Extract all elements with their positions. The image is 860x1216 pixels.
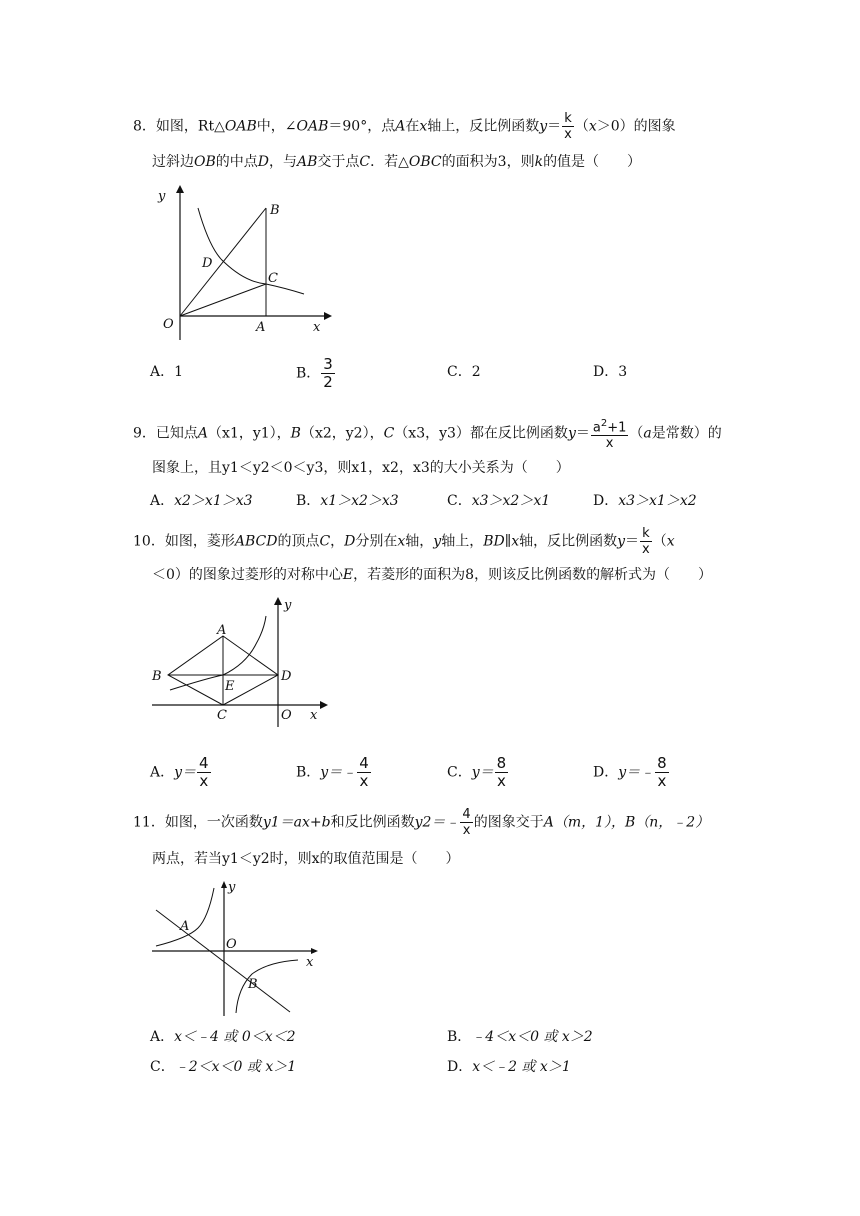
- q8-option-c[interactable]: C．2: [447, 364, 481, 380]
- q8-label-D: D: [202, 256, 213, 271]
- q10-label-D: D: [281, 669, 292, 684]
- q11-option-d[interactable]: D．x＜﹣2 或 x＞1: [447, 1059, 571, 1075]
- q10-fraction: $\frac{k}{x}$: [642, 526, 650, 557]
- q8-number: 8．: [133, 118, 156, 135]
- q8-label-y: y: [158, 189, 166, 204]
- q11-line2: 两点，若当y1＜y2时，则x的取值范围是（ ）: [152, 851, 460, 867]
- q10-option-c[interactable]: C．y＝ $\frac{8}{x}$: [447, 754, 507, 790]
- q10-option-a[interactable]: A．y＝ $\frac{4}{x}$: [150, 754, 209, 790]
- q9-option-d[interactable]: D．x3＞x1＞x2: [593, 493, 697, 509]
- q8-figure: [150, 180, 340, 345]
- q10-label-C: C: [217, 708, 227, 723]
- q11-option-c[interactable]: C．﹣2＜x＜0 或 x＞1: [150, 1059, 297, 1075]
- q10-figure: [148, 592, 338, 732]
- q8-label-A: A: [256, 320, 266, 335]
- q8-option-b[interactable]: B． $\frac{3}{2}$: [296, 355, 333, 391]
- q10-label-O: O: [281, 708, 292, 723]
- q8-label-C: C: [268, 271, 278, 286]
- q11-label-x: x: [306, 955, 314, 970]
- q8-label-B: B: [270, 203, 280, 218]
- q10-label-E: E: [225, 679, 235, 694]
- q11-line1: 11．如图，一次函数y1＝ax+b和反比例函数y2＝﹣ $\frac{4}{x}$ 的图象交于A（m，1），B（n，﹣2）: [133, 807, 710, 838]
- q10-line2: ＜0）的图象过菱形的对称中心E，若菱形的面积为8，则该反比例函数的解析式为（ ）: [152, 567, 713, 583]
- q9-option-c[interactable]: C．x3＞x2＞x1: [447, 493, 551, 509]
- q9-line1: 9．已知点A（x1，y1），B（x2，y2），C（x3，y3）都在反比例函数y＝ $\frac{a^2+1}{x}$ （a是常数）的: [133, 418, 722, 452]
- q8-line1: 8．如图，Rt△OAB中，∠OAB＝90°，点A在x轴上，反比例函数y＝ $\frac{k}{x}$ （x＞0）的图象: [133, 111, 676, 142]
- q10-label-y: y: [284, 598, 292, 613]
- q11-label-A: A: [180, 919, 190, 934]
- q10-label-x: x: [310, 708, 318, 723]
- q8-label-x: x: [313, 320, 321, 335]
- q9-line2: 图象上，且y1＜y2＜0＜y3，则x1，x2，x3的大小关系为（ ）: [152, 460, 570, 476]
- q11-option-a[interactable]: A．x＜﹣4 或 0＜x＜2: [150, 1029, 296, 1045]
- q11-option-b[interactable]: B．﹣4＜x＜0 或 x＞2: [447, 1029, 593, 1045]
- q10-label-B: B: [152, 669, 162, 684]
- q9-fraction: $\frac{a^2+1}{x}$: [592, 418, 627, 452]
- q8-label-O: O: [163, 317, 174, 332]
- q11-label-B: B: [248, 977, 258, 992]
- q10-line1: 10．如图，菱形ABCD的顶点C，D分别在x轴，y轴上，BD∥x轴，反比例函数y＝ $\frac{k}{x}$ （x: [133, 526, 675, 557]
- q8-fraction: $\frac{k}{x}$: [564, 111, 572, 142]
- q10-option-d[interactable]: D．y＝﹣ $\frac{8}{x}$: [593, 754, 667, 790]
- q8-option-d[interactable]: D．3: [593, 364, 628, 380]
- q10-option-b[interactable]: B．y＝﹣ $\frac{4}{x}$: [296, 754, 369, 790]
- q9-option-b[interactable]: B．x1＞x2＞x3: [296, 493, 399, 509]
- q8-option-a[interactable]: A．1: [150, 364, 184, 380]
- q9-option-a[interactable]: A．x2＞x1＞x3: [150, 493, 253, 509]
- q11-label-O: O: [226, 937, 237, 952]
- q11-label-y: y: [228, 880, 236, 895]
- q10-label-A: A: [217, 623, 227, 638]
- q11-fraction: $\frac{4}{x}$: [462, 807, 471, 838]
- q11-figure: [148, 878, 328, 1023]
- q8-line2: 过斜边OB的中点D，与AB交于点C．若△OBC的面积为3，则k的值是（ ）: [152, 154, 642, 170]
